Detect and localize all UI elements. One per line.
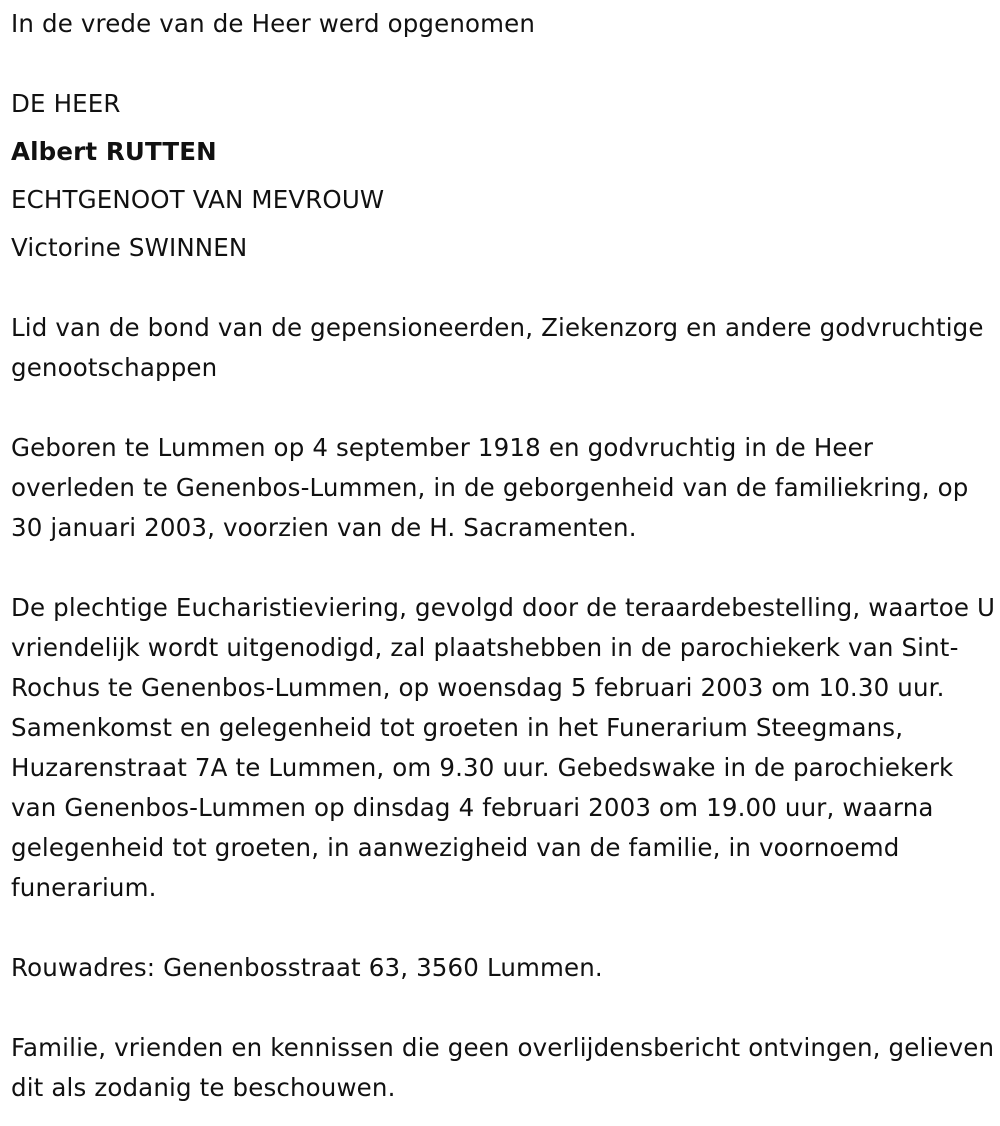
spouse-label: ECHTGENOOT VAN MEVROUW bbox=[11, 185, 385, 214]
membership-paragraph: Lid van de bond van de gepensioneerden, Ziekenzorg en andere godvruchtige genootschappen bbox=[11, 313, 984, 382]
title-line: DE HEER bbox=[11, 89, 121, 118]
spouse-name: Victorine SWINNEN bbox=[11, 233, 248, 262]
birth-death-paragraph: Geboren te Lummen op 4 september 1918 en godvruchtig in de Heer overleden te Genenbos-Lummen, in de geborgenheid van de familiekring, op 30 januari 2003, voorzien van de H. Sacramenten. bbox=[11, 433, 969, 542]
ceremony-paragraph: De plechtige Eucharistieviering, gevolgd door de teraardebestelling, waartoe U vriendelijk wordt uitgenodigd, zal plaatshebben in de parochiekerk van Sint-Rochus te Genenbos-Lummen, op woensdag 5 februari 2003 om 10.30 uur. Samenkomst en gelegenheid tot groeten in het Funerarium Steegmans, Huzarenstraat 7A te Lummen, om 9.30 uur. Gebedswake in de parochiekerk van Genenbos-Lummen op dinsdag 4 februari 2003 om 19.00 uur, waarna gelegenheid tot groeten, in aanwezigheid van de familie, in voornoemd funerarium. bbox=[11, 593, 996, 902]
deceased-name: Albert RUTTEN bbox=[11, 137, 217, 166]
closing-paragraph: Familie, vrienden en kennissen die geen overlijdensbericht ontvingen, gelieven dit als zodanig te beschouwen. bbox=[11, 1033, 995, 1102]
death-notice bbox=[11, 4, 996, 1108]
mourning-address: Rouwadres: Genenbosstraat 63, 3560 Lummen. bbox=[11, 953, 603, 982]
intro-line: In de vrede van de Heer werd opgenomen bbox=[11, 9, 536, 38]
